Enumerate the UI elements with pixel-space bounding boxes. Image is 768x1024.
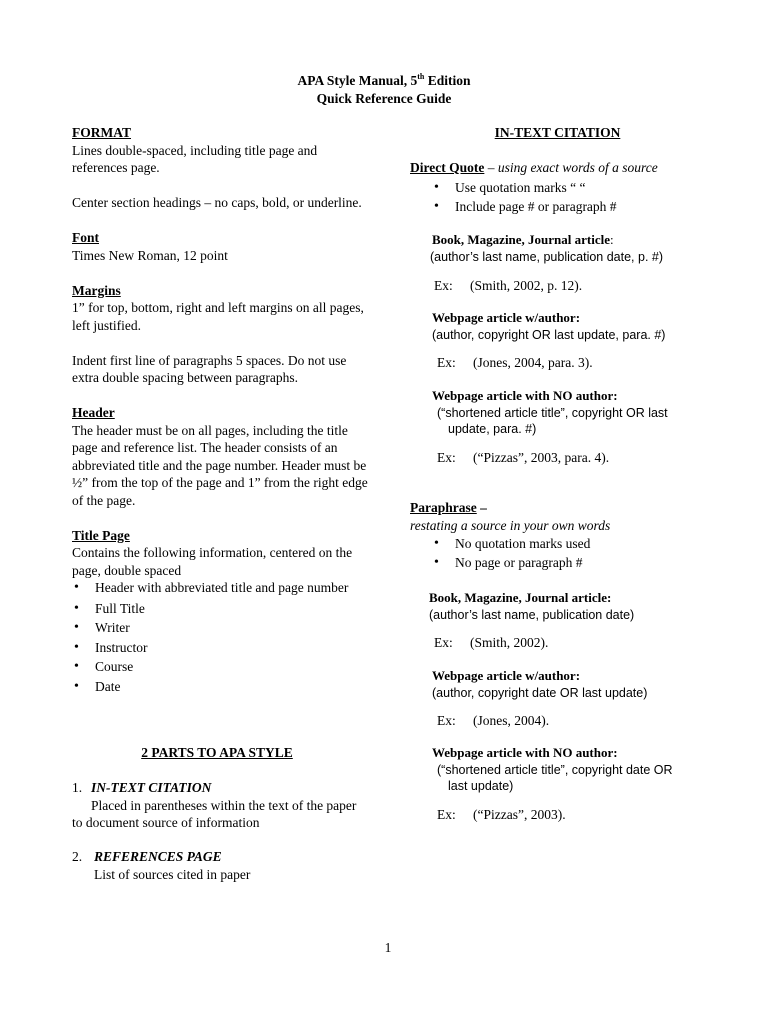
format-paragraph-2: Center section headings – no caps, bold, or underline. <box>72 195 362 210</box>
direct-web-example: Ex: (Jones, 2004, para. 3). <box>437 355 593 370</box>
paraphrase-bullets <box>410 534 710 572</box>
direct-noauthor-block <box>432 388 722 438</box>
item-2-title: REFERENCES PAGE <box>94 849 222 864</box>
paraphrase-section <box>410 499 710 572</box>
two-parts-item-2 <box>72 848 362 883</box>
margins-paragraph-1: 1” for top, bottom, right and left margins on all pages, left justified. <box>72 300 364 333</box>
paraphrase-web-label: Webpage article w/author: <box>432 668 581 683</box>
paraphrase-title: Paraphrase – <box>410 500 487 515</box>
title-page-heading: Title Page <box>72 527 130 543</box>
font-text: Times New Roman, 12 point <box>72 247 228 263</box>
paraphrase-book-format: (author’s last name, publication date) <box>429 607 635 622</box>
list-item: • No quotation marks used <box>432 534 710 553</box>
list-item: • Header with abbreviated title and page number <box>72 579 370 597</box>
paraphrase-noauthor-block <box>432 745 722 795</box>
paraphrase-book-example: Ex: (Smith, 2002). <box>434 635 549 650</box>
paraphrase-web-block <box>432 668 722 701</box>
direct-book-example: Ex: (Smith, 2002, p. 12). <box>434 278 583 293</box>
direct-web-label: Webpage article w/author: <box>432 310 581 325</box>
paraphrase-book-label: Book, Magazine, Journal article: <box>429 590 612 605</box>
direct-book-block <box>432 232 722 265</box>
direct-noauthor-format-2: update, para. #) <box>448 422 537 436</box>
two-parts-item-1 <box>72 779 362 832</box>
item-2-number: 2. <box>72 849 83 864</box>
list-item: • Use quotation marks “ “ <box>432 178 710 197</box>
list-item: • Full Title <box>72 599 370 619</box>
paraphrase-noauthor-format-2: last update) <box>448 779 514 793</box>
direct-book-format: (author’s last name, publication date, p. #) <box>430 249 664 264</box>
direct-quote-section <box>410 159 710 216</box>
list-item: • Include page # or paragraph # <box>432 197 710 216</box>
direct-noauthor-label: Webpage article with NO author: <box>432 388 618 403</box>
header-heading: Header <box>72 405 115 420</box>
paraphrase-description: restating a source in your own words <box>410 517 611 533</box>
font-heading: Font <box>72 230 99 245</box>
paraphrase-noauthor-format-1: (“shortened article title”, copyright date OR <box>437 762 673 777</box>
header-text: The header must be on all pages, including the title page and reference list. The header consists of an abbreviated title and the page number. Header must be ½” from the top of the page and 1” from the right edge of the page. <box>72 422 368 508</box>
list-item: • Writer <box>72 618 370 638</box>
item-1-number: 1. <box>72 780 83 795</box>
margins-heading: Margins <box>72 282 121 298</box>
format-heading: FORMAT <box>72 125 131 140</box>
direct-quote-title: Direct Quote – using exact words of a source <box>410 160 658 175</box>
direct-web-format: (author, copyright OR last update, para. #) <box>432 327 666 342</box>
title-line-2: Quick Reference Guide <box>316 90 452 106</box>
margins-paragraph-2: Indent first line of paragraphs 5 spaces. Do not use extra double spacing between paragraphs. <box>72 352 347 385</box>
list-item: • Date <box>72 677 370 697</box>
list-item: • Course <box>72 657 370 677</box>
direct-quote-bullets <box>410 178 710 216</box>
title-page-list <box>72 579 370 696</box>
list-item: • Instructor <box>72 638 370 658</box>
paraphrase-web-example: Ex: (Jones, 2004). <box>437 713 550 728</box>
direct-noauthor-format-1: (“shortened article title”, copyright OR last <box>437 405 668 420</box>
document-title <box>0 72 768 107</box>
two-parts-heading: 2 PARTS TO APA STYLE <box>141 745 293 760</box>
paraphrase-noauthor-label: Webpage article with NO author: <box>432 745 618 760</box>
item-1-description: Placed in parentheses within the text of the paper to document source of information <box>72 797 357 830</box>
in-text-citation-heading: IN-TEXT CITATION <box>494 125 621 140</box>
direct-book-label: Book, Magazine, Journal article: <box>432 232 614 247</box>
page-number: 1 <box>384 940 392 955</box>
format-paragraph-1: Lines double-spaced, including title page and references page. <box>72 142 318 175</box>
paraphrase-noauthor-example: Ex: (“Pizzas”, 2003). <box>437 807 566 822</box>
direct-noauthor-example: Ex: (“Pizzas”, 2003, para. 4). <box>437 450 610 465</box>
item-2-description: List of sources cited in paper <box>94 866 251 882</box>
paraphrase-book-block <box>429 590 719 623</box>
item-1-title: IN-TEXT CITATION <box>91 780 212 795</box>
paraphrase-web-format: (author, copyright date OR last update) <box>432 685 648 700</box>
title-page-text: Contains the following information, centered on the page, double spaced <box>72 545 353 578</box>
left-column <box>72 124 370 696</box>
title-line-1: APA Style Manual, 5th Edition <box>297 72 471 88</box>
direct-web-block <box>432 310 722 343</box>
list-item: • No page or paragraph # <box>432 553 710 572</box>
